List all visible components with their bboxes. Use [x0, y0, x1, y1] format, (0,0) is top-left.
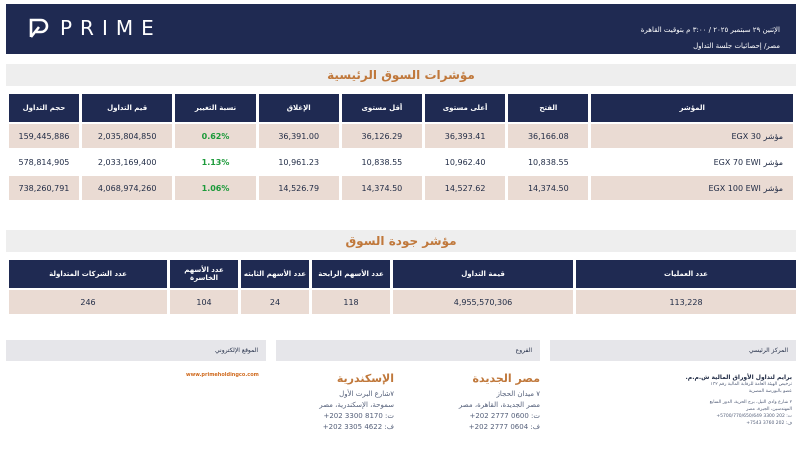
col-companies: عدد الشركات المتداولة: [9, 260, 167, 288]
alexandria-line: سموحة، الإسكندرية، مصر: [319, 401, 394, 409]
open-cell: 14,374.50: [508, 176, 588, 200]
gainers-cell: 118: [312, 290, 390, 314]
heliopolis-phone: ت: 0600 2777 202+: [469, 412, 540, 420]
col-high: أعلى مستوى: [425, 94, 505, 122]
heliopolis-branch: [420, 372, 540, 433]
heliopolis-line: مصر الجديدة، القاهرة، مصر: [458, 401, 540, 409]
trades-cell: 113,228: [576, 290, 796, 314]
close-cell: 10,961.23: [278, 157, 320, 167]
change-cell: 1.13%: [201, 157, 230, 167]
volume-cell: 738,260,791: [9, 176, 79, 200]
low-cell: 10,838.55: [361, 157, 403, 167]
change-cell: 0.62%: [175, 124, 255, 148]
heliopolis-city: مصر الجديدة: [472, 372, 540, 385]
index-name-cell: مؤشر EGX 30: [591, 124, 793, 148]
hq-line: عضو بالبورصة المصرية: [748, 389, 792, 394]
hq-line: ترخيص الهيئة العامة للرقابة المالية رقم ١٣٢: [710, 382, 792, 387]
volume-cell: 159,445,886: [9, 124, 79, 148]
losers-cell: 104: [170, 290, 238, 314]
table-row: [9, 176, 793, 200]
indices-title: مؤشرات السوق الرئيسية: [6, 64, 796, 86]
hq-line: المهندسين، الجيزة، مصر: [746, 407, 792, 412]
col-low: أقل مستوى: [342, 94, 422, 122]
high-cell: 10,962.40: [444, 157, 486, 167]
alexandria-phone: ت: 8170 3300 202+: [323, 412, 394, 420]
value-cell: 2,035,804,850: [82, 124, 172, 148]
quality-header-row: [9, 260, 796, 288]
prime-logo-icon: [28, 17, 50, 39]
col-open: الفتح: [508, 94, 588, 122]
table-row: [9, 150, 793, 174]
heliopolis-fax: ف: 0604 2777 202+: [468, 423, 540, 431]
col-change: نسبة التغيير: [175, 94, 255, 122]
col-losers: عدد الأسهم الخاسرة: [170, 260, 238, 288]
table-row: [9, 290, 796, 314]
open-cell: 36,166.08: [508, 124, 588, 148]
col-unchanged: عدد الأسهم الثابته: [241, 260, 309, 288]
low-cell: 36,126.29: [342, 124, 422, 148]
trade-value-cell: 4,955,570,306: [393, 290, 573, 314]
website-bar: الموقع الإلكتروني: [6, 340, 266, 361]
open-cell: 10,838.55: [527, 157, 569, 167]
change-cell: 1.06%: [175, 176, 255, 200]
close-cell: 36,391.00: [259, 124, 339, 148]
indices-table: [6, 92, 796, 202]
low-cell: 14,374.50: [342, 176, 422, 200]
alexandria-line: ٧شارع البرت الأول: [339, 390, 394, 398]
value-cell: 2,033,169,400: [97, 157, 157, 167]
hq-fax: ف: 202 3760 7543+: [746, 421, 792, 426]
col-gainers: عدد الأسهم الرابحة: [312, 260, 390, 288]
headquarters-info: [680, 374, 792, 427]
index-name-cell: مؤشر EGX 100 EWI: [591, 176, 793, 200]
report-header: [6, 4, 796, 54]
quality-table: [6, 258, 799, 316]
index-name-cell: مؤشر EGX 70 EWI: [713, 157, 783, 167]
col-value: قيم التداول: [82, 94, 172, 122]
col-close: الإغلاق: [259, 94, 339, 122]
report-date: الإثنين ٢٩ سبتمبر ٢٠٢٥ / ٣:٠٠ م بتوقيت القاهرة: [640, 26, 780, 34]
value-cell: 4,068,974,260: [82, 176, 172, 200]
volume-cell: 578,814,905: [18, 157, 70, 167]
quality-title: مؤشر جودة السوق: [6, 230, 796, 252]
alexandria-city: الإسكندرية: [336, 372, 394, 385]
col-volume: حجم التداول: [9, 94, 79, 122]
col-index: المؤشر: [591, 94, 793, 122]
alexandria-fax: ف: 4622 3305 202+: [322, 423, 394, 431]
heliopolis-line: ٧ ميدان الحجاز: [496, 390, 540, 398]
prime-logo: [28, 16, 162, 40]
companies-cell: 246: [9, 290, 167, 314]
unchanged-cell: 24: [241, 290, 309, 314]
hq-line: ٢ شارع وادي النيل، برج الحرية، الدور السابع: [709, 400, 792, 405]
indices-header-row: [9, 94, 793, 122]
high-cell: 36,393.41: [425, 124, 505, 148]
report-subtitle: مصر/ إحصائيات جلسة التداول: [693, 42, 780, 50]
branches-bar: الفروع: [276, 340, 540, 361]
hq-bar: المركز الرئيسي: [550, 340, 796, 361]
website-link[interactable]: www.primeholdingco.com: [186, 372, 259, 378]
col-trades: عدد العمليات: [576, 260, 796, 288]
company-name: برايم لتداول الأوراق المالية ش.م.م.: [685, 374, 792, 381]
col-trade-value: قيمة التداول: [393, 260, 573, 288]
table-row: [9, 124, 793, 148]
brand-name: PRIME: [60, 16, 162, 40]
alexandria-branch: [270, 372, 394, 433]
high-cell: 14,527.62: [425, 176, 505, 200]
hq-phone: ت: 202 3300 5700/770/650/649+: [716, 414, 792, 419]
close-cell: 14,526.79: [259, 176, 339, 200]
